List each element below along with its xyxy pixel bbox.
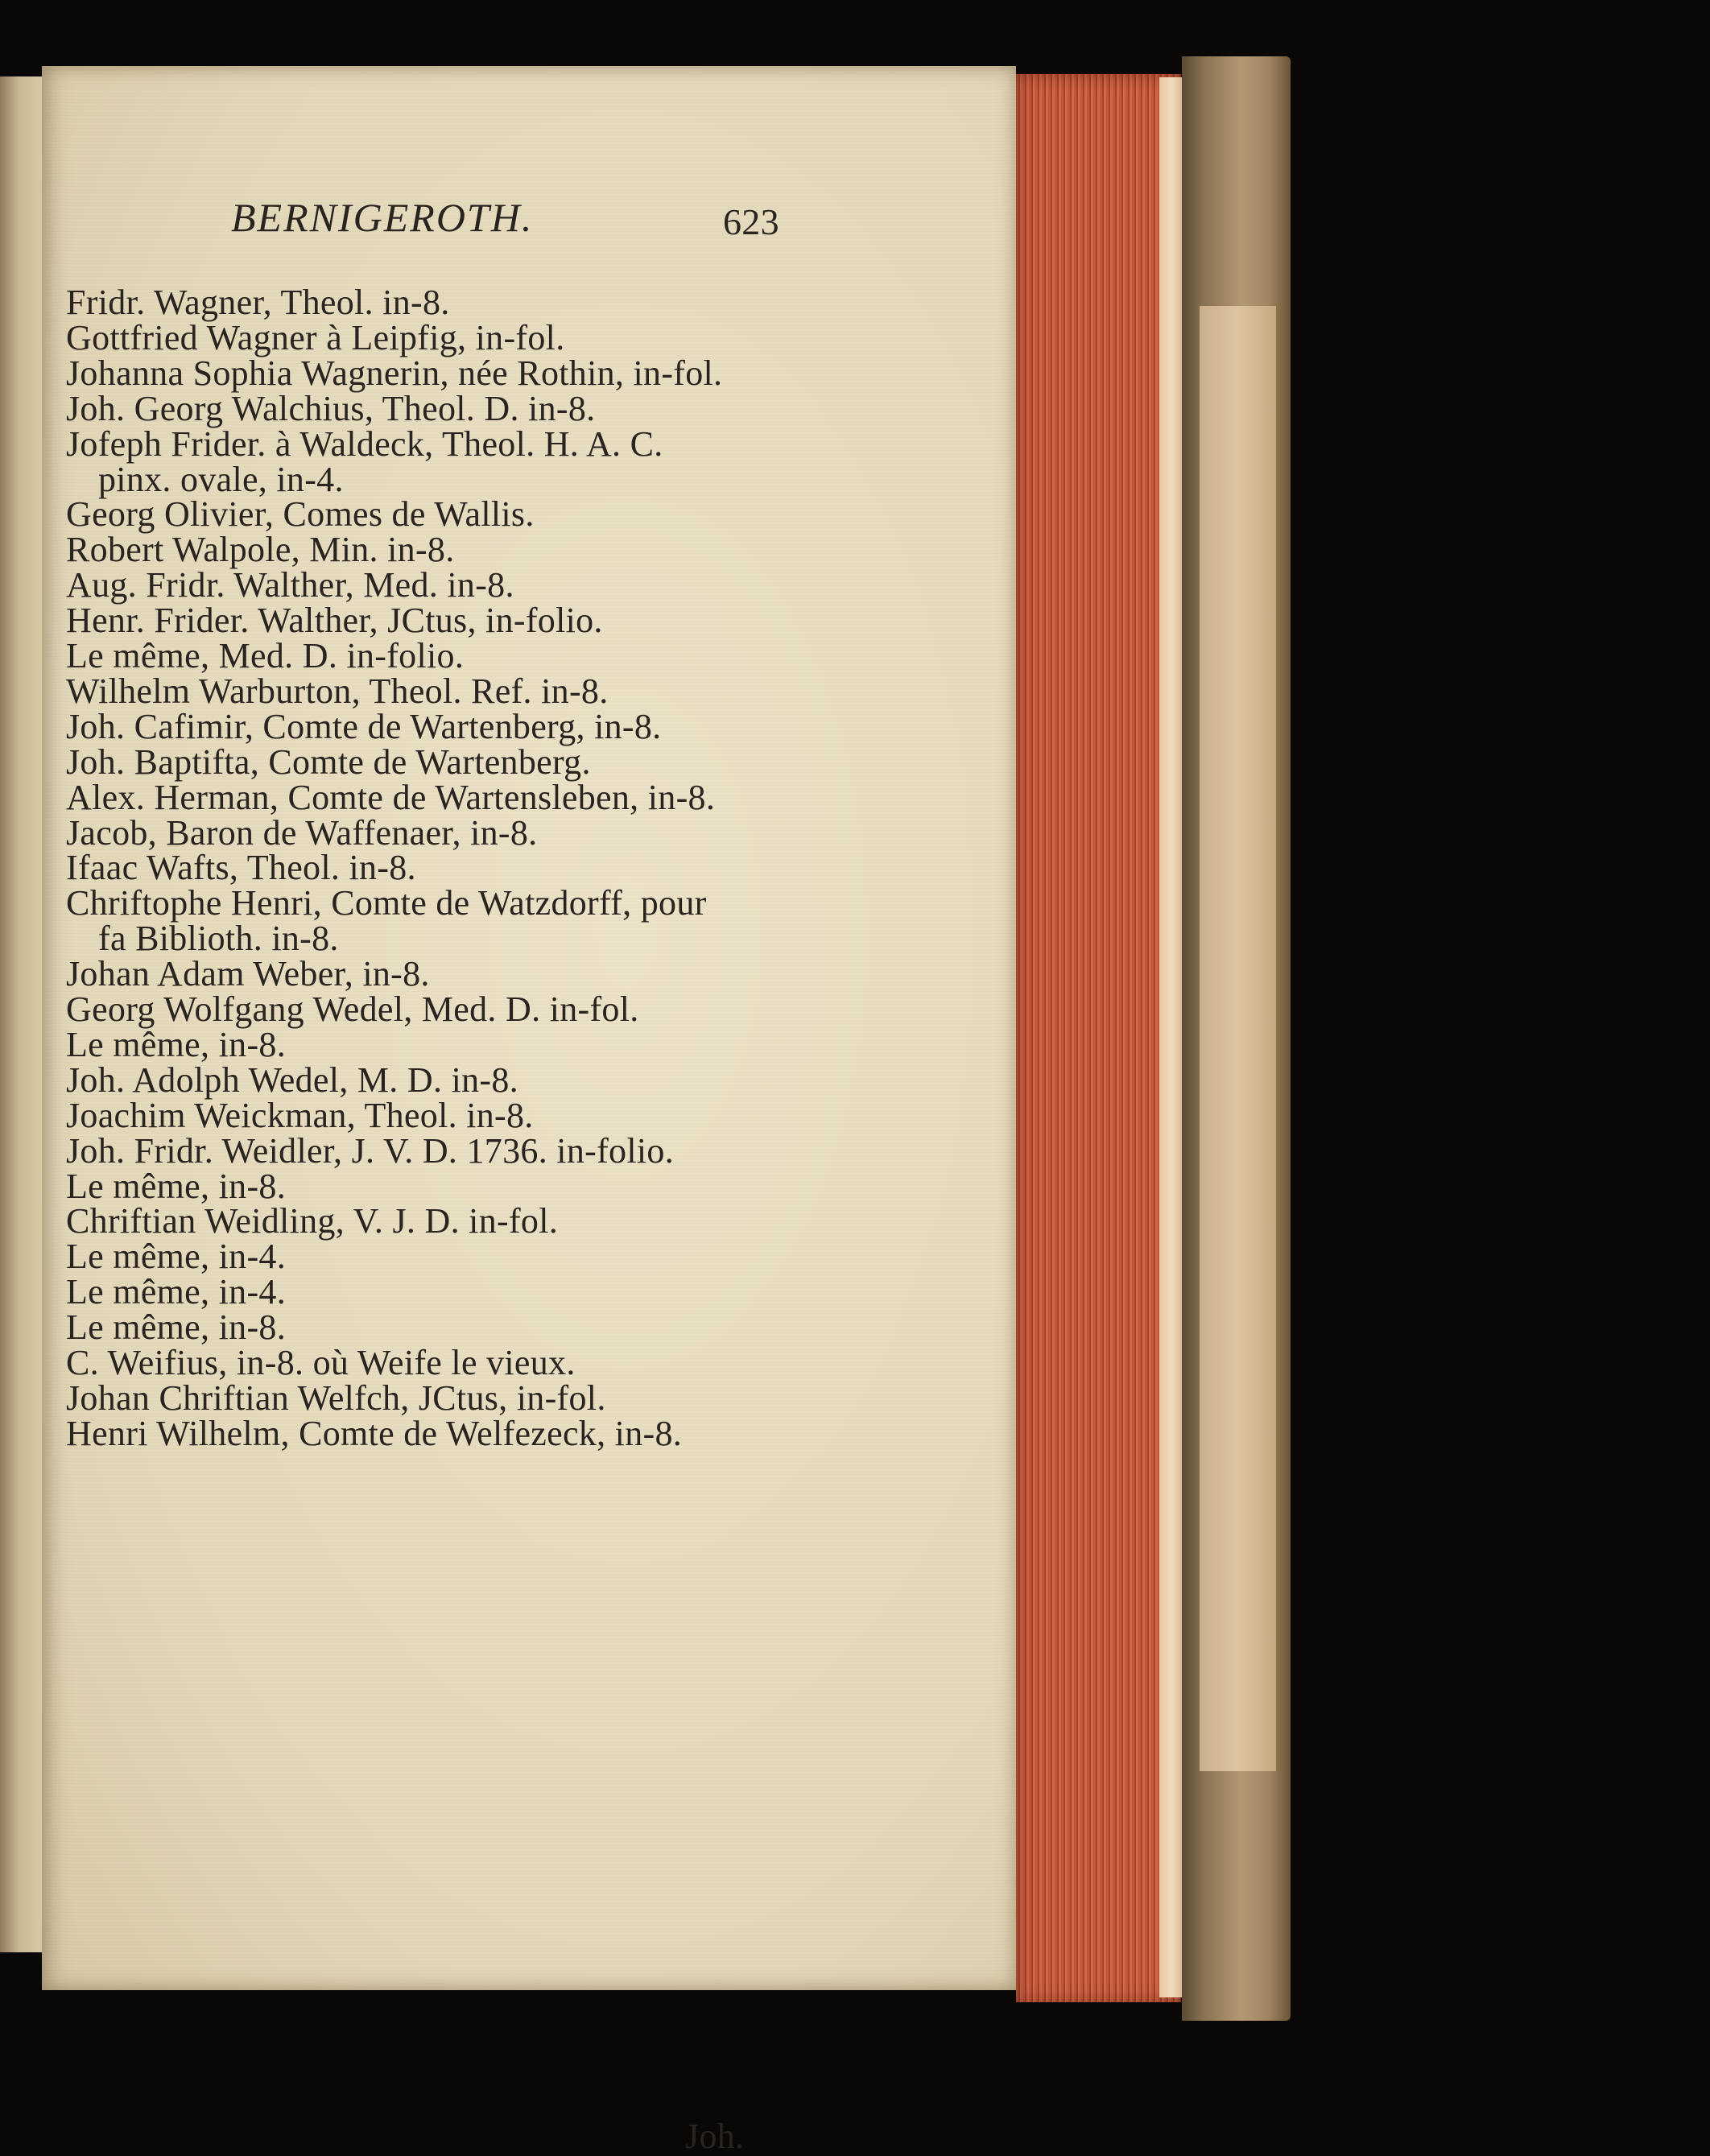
entry-line: pinx. ovale, in-4. [98, 459, 344, 499]
entry-line: Georg Wolfgang Wedel, Med. D. in-fol. [66, 989, 639, 1029]
entry-line: Johanna Sophia Wagnerin, née Rothin, in-fol. [66, 353, 723, 393]
entry-line: Le même, in-4. [66, 1272, 286, 1312]
entry-line: fa Biblioth. in-8. [98, 919, 339, 959]
entry-line: Joachim Weickman, Theol. in-8. [66, 1095, 534, 1135]
entry-line: Johan Adam Weber, in-8. [66, 954, 430, 994]
running-head: BERNIGEROTH. [231, 195, 534, 240]
entry-line: Alex. Herman, Comte de Wartensleben, in-8. [66, 777, 716, 817]
entry-line: Fridr. Wagner, Theol. in-8. [66, 283, 450, 322]
entry-line: Henri Wilhelm, Comte de Welfezeck, in-8. [66, 1413, 683, 1453]
entry-line: Le même, in-8. [66, 1166, 286, 1206]
entry-line: Robert Walpole, Min. in-8. [66, 530, 455, 570]
entry-line: C. Weifius, in-8. où Weife le vieux. [66, 1343, 576, 1382]
entry-line: Ifaac Wafts, Theol. in-8. [66, 848, 416, 888]
entry-line: Joh. Cafimir, Comte de Wartenberg, in-8. [66, 706, 662, 746]
red-page-edges [1016, 74, 1181, 2002]
entry-line: Johan Chriftian Welfch, JCtus, in-fol. [66, 1377, 606, 1418]
entry-line: Jacob, Baron de Waffenaer, in-8. [66, 812, 538, 853]
entry-line: Le même, in-4. [66, 1237, 286, 1277]
entry-line: Le même, in-8. [66, 1307, 286, 1348]
entry-line: Joh. Fridr. Weidler, J. V. D. 1736. in-folio. [66, 1130, 674, 1171]
entry-line: Chriftophe Henri, Comte de Watzdorff, pour [66, 883, 707, 923]
binding-board [1200, 306, 1276, 1771]
page-edge-highlight [1159, 77, 1183, 1997]
entry-line: Joh. Georg Walchius, Theol. D. in-8. [66, 388, 596, 428]
entry-line: Le même, Med. D. in-folio. [66, 636, 465, 675]
entry-line: Chriftian Weidling, V. J. D. in-fol. [66, 1201, 559, 1241]
entry-line: Henr. Frider. Walther, JCtus, in-folio. [66, 601, 603, 641]
entry-line: Aug. Fridr. Walther, Med. in-8. [66, 565, 514, 605]
entry-line: Gottfried Wagner à Leipfig, in-fol. [66, 317, 565, 357]
entry-line: Joh. Adolph Wedel, M. D. in-8. [66, 1059, 518, 1100]
entry-line: Jofeph Frider. à Waldeck, Theol. H. A. C. [66, 423, 663, 464]
left-page-edge [0, 76, 43, 1952]
catchword: Joh. [685, 2117, 745, 2156]
page-number: 623 [723, 201, 779, 242]
entry-line: Wilhelm Warburton, Theol. Ref. in-8. [66, 671, 609, 711]
entry-line: Joh. Baptifta, Comte de Wartenberg. [66, 741, 591, 782]
entry-line: Georg Olivier, Comes de Wallis. [66, 494, 535, 535]
entry-line: Le même, in-8. [66, 1024, 286, 1064]
